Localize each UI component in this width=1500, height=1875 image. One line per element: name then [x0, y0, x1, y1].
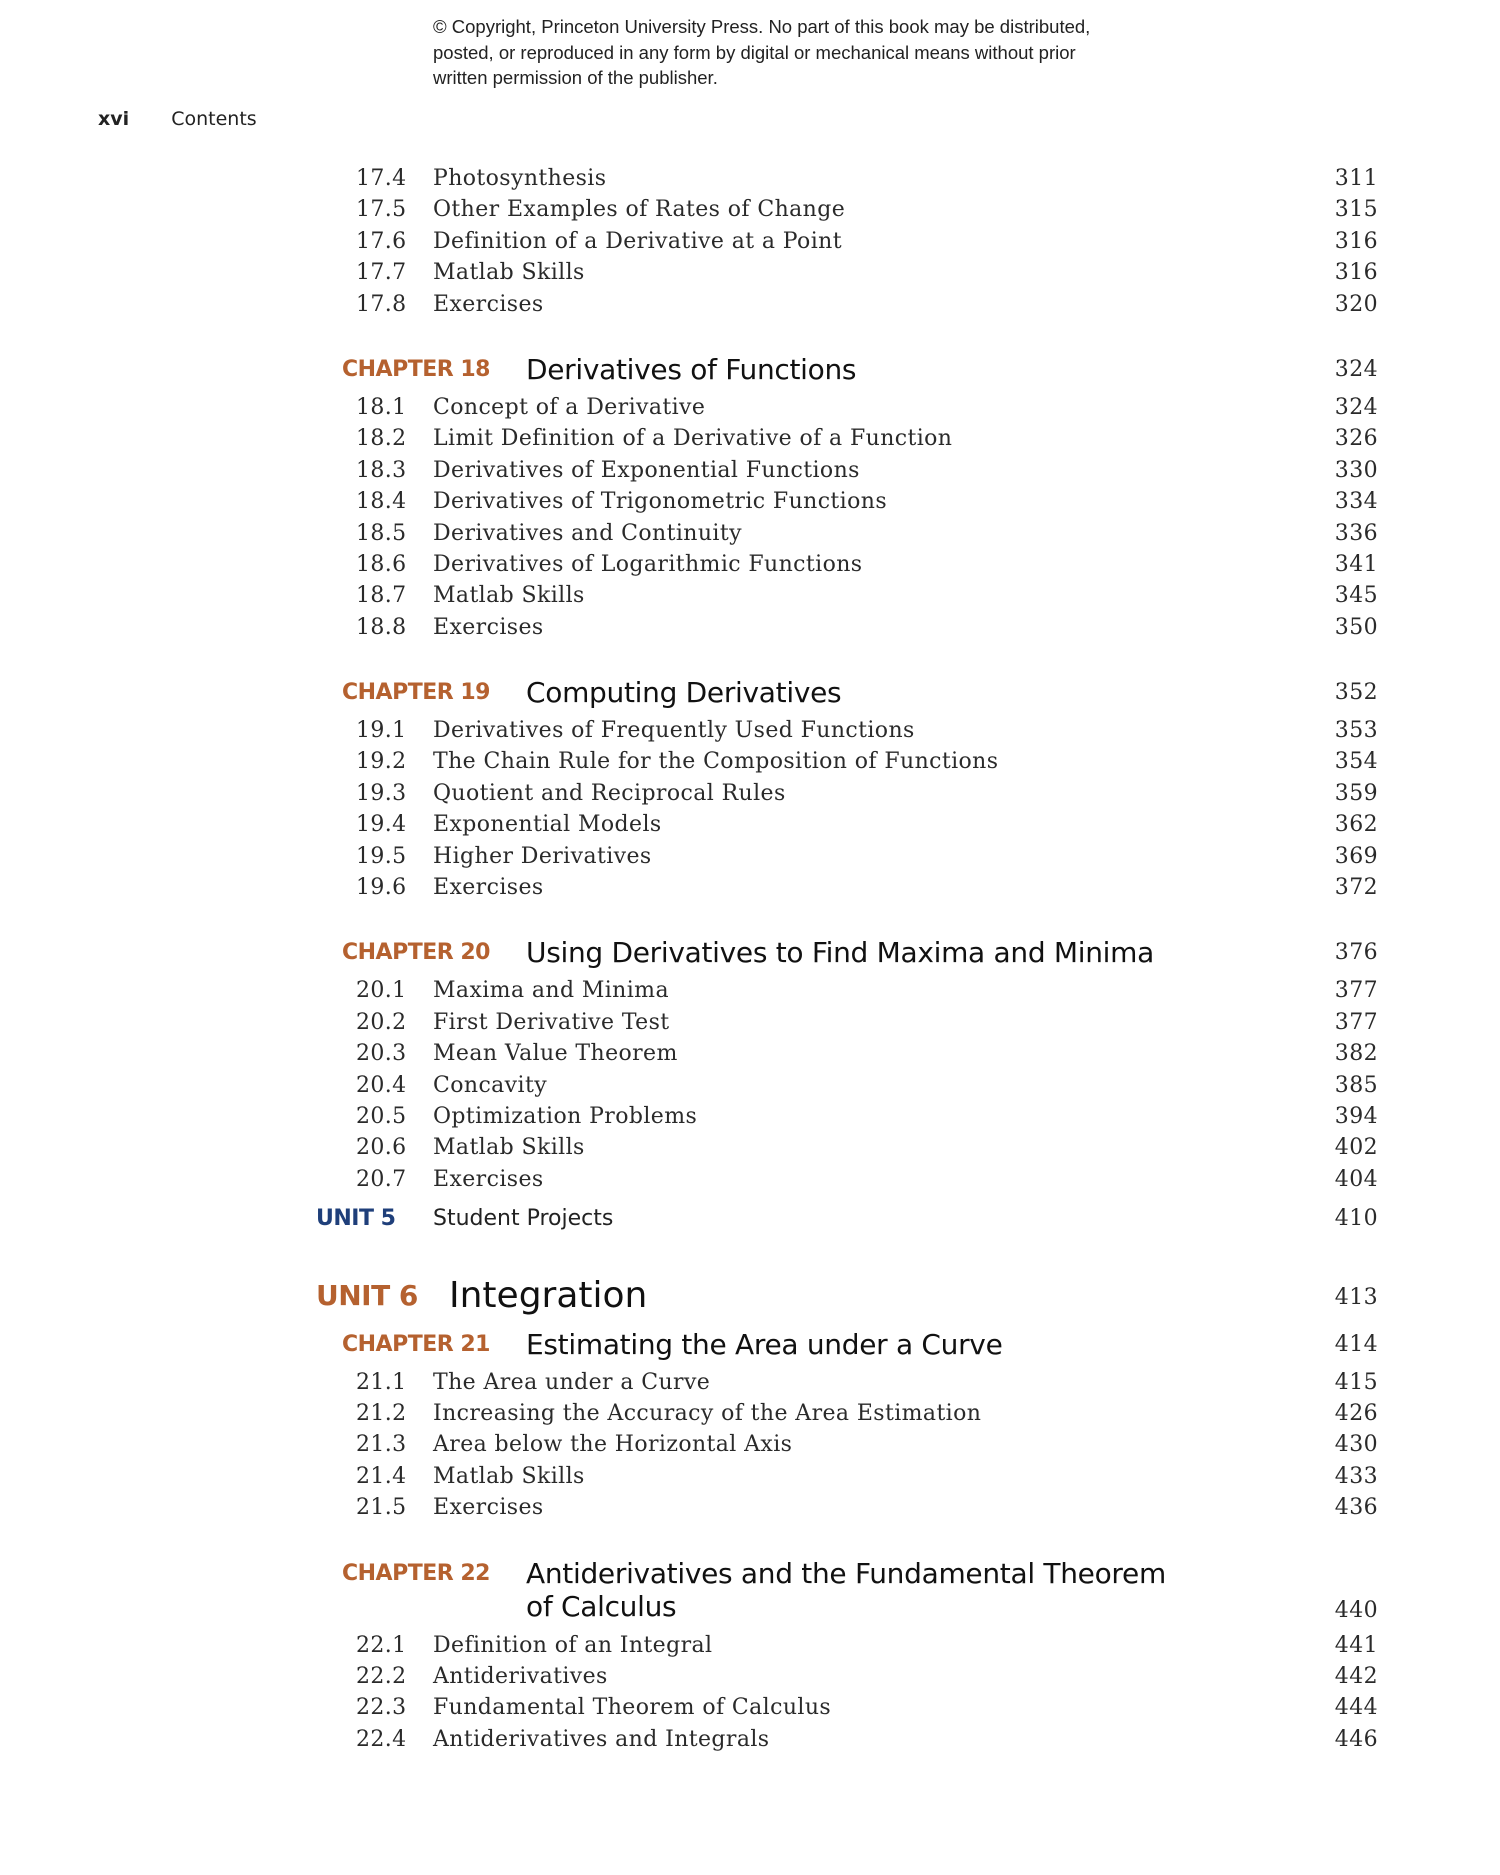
section-number: 22.4: [356, 1726, 407, 1752]
section-number: 17.5: [356, 197, 407, 223]
page-number: 402: [1334, 1135, 1378, 1161]
section-title: Increasing the Accuracy of the Area Estimation: [433, 1400, 982, 1426]
page-number: 377: [1334, 978, 1378, 1004]
section-title: Other Examples of Rates of Change: [433, 197, 846, 223]
toc-section-entry[interactable]: [0, 580, 1500, 611]
page-number: 377: [1334, 1009, 1378, 1035]
section-title: Antiderivatives: [433, 1663, 608, 1689]
toc-section-entry[interactable]: [0, 1692, 1500, 1723]
section-title: Derivatives of Trigonometric Functions: [433, 489, 888, 515]
section-number: 20.4: [356, 1072, 407, 1098]
section-number: 19.2: [356, 749, 407, 775]
page-number: 324: [1334, 356, 1378, 382]
section-number: 18.1: [356, 394, 407, 420]
page-number: 354: [1334, 749, 1378, 775]
page-number: 426: [1334, 1400, 1378, 1426]
page-number: 341: [1334, 551, 1378, 577]
page-number: 336: [1334, 520, 1378, 546]
section-title: Optimization Problems: [433, 1103, 698, 1129]
page-number: 353: [1334, 718, 1378, 744]
section-title: Limit Definition of a Derivative of a Function: [433, 426, 953, 452]
section-number: 19.4: [356, 812, 407, 838]
section-title: Exercises: [433, 1166, 544, 1192]
section-title: Higher Derivatives: [433, 843, 652, 869]
page-number: 320: [1334, 291, 1378, 317]
section-title: Exponential Models: [433, 812, 662, 838]
section-number: 22.3: [356, 1695, 407, 1721]
toc-section-entry[interactable]: [0, 746, 1500, 777]
chapter-title: Estimating the Area under a Curve: [526, 1327, 1003, 1361]
page-number: 440: [1334, 1597, 1378, 1623]
section-number: 19.6: [356, 875, 407, 901]
section-title: Exercises: [433, 291, 544, 317]
toc-section-entry[interactable]: [0, 392, 1500, 423]
section-title: Quotient and Reciprocal Rules: [433, 780, 786, 806]
page-number: 441: [1334, 1632, 1378, 1658]
section-title: Definition of a Derivative at a Point: [433, 228, 842, 254]
page-number: 372: [1334, 875, 1378, 901]
page-number: 382: [1334, 1041, 1378, 1067]
section-title: Exercises: [433, 614, 544, 640]
toc-unit-entry[interactable]: [0, 1271, 1500, 1321]
page-number: 326: [1334, 426, 1378, 452]
section-number: 18.5: [356, 520, 407, 546]
page-number: 345: [1334, 583, 1378, 609]
toc-chapter-entry[interactable]: [0, 671, 1500, 715]
section-title: Fundamental Theorem of Calculus: [433, 1695, 832, 1721]
page-number: 330: [1334, 457, 1378, 483]
chapter-title: Computing Derivatives: [526, 676, 842, 710]
page-number: 415: [1334, 1369, 1378, 1395]
section-title: Definition of an Integral: [433, 1632, 713, 1658]
section-title: Matlab Skills: [433, 1463, 585, 1489]
page-number: 444: [1334, 1695, 1378, 1721]
toc-section-entry[interactable]: [0, 486, 1500, 517]
chapter-title-line: Antiderivatives and the Fundamental Theorem: [526, 1556, 1166, 1590]
toc-section-entry[interactable]: [0, 1070, 1500, 1101]
section-number: 21.2: [356, 1400, 407, 1426]
page-number: 404: [1334, 1166, 1378, 1192]
section-number: 20.5: [356, 1103, 407, 1129]
page-number: 350: [1334, 614, 1378, 640]
section-title: The Area under a Curve: [433, 1369, 711, 1395]
unit-label: UNIT 6: [316, 1278, 418, 1312]
page-number: 369: [1334, 843, 1378, 869]
toc-chapter-entry[interactable]: [0, 1323, 1500, 1367]
section-number: 20.2: [356, 1009, 407, 1035]
toc-section-entry[interactable]: [0, 518, 1500, 549]
chapter-label: CHAPTER 19: [342, 680, 490, 706]
section-title: Derivatives and Continuity: [433, 520, 742, 546]
section-number: 17.8: [356, 291, 407, 317]
section-number: 17.4: [356, 166, 407, 191]
page-number: 376: [1334, 940, 1378, 966]
section-title: Mean Value Theorem: [433, 1041, 678, 1067]
unit-label: UNIT 5: [316, 1206, 396, 1232]
section-title: Derivatives of Exponential Functions: [433, 457, 860, 483]
toc-section-entry[interactable]: [0, 1398, 1500, 1429]
section-title: Matlab Skills: [433, 1135, 585, 1161]
unit-title: Student Projects: [433, 1206, 614, 1232]
section-number: 20.3: [356, 1041, 407, 1067]
section-number: 18.7: [356, 583, 407, 609]
section-title: The Chain Rule for the Composition of Functions: [433, 749, 999, 775]
section-number: 21.5: [356, 1495, 407, 1521]
page-number: 414: [1334, 1331, 1378, 1357]
page-number: 413: [1334, 1284, 1378, 1310]
toc-section-entry[interactable]: [0, 194, 1500, 225]
toc-chapter-entry[interactable]: [0, 348, 1500, 392]
chapter-label: CHAPTER 21: [342, 1331, 490, 1357]
chapter-title: Derivatives of Functions: [526, 352, 857, 386]
page-number: 316: [1334, 260, 1378, 286]
page-number: 446: [1334, 1726, 1378, 1752]
page-number: 442: [1334, 1663, 1378, 1689]
section-number: 18.8: [356, 614, 407, 640]
toc-section-entry[interactable]: [0, 423, 1500, 454]
section-title: Concavity: [433, 1072, 548, 1098]
toc-section-entry[interactable]: [0, 1724, 1500, 1755]
section-number: 21.4: [356, 1463, 407, 1489]
page-number: 436: [1334, 1495, 1378, 1521]
page-number: 352: [1334, 680, 1378, 706]
toc-section-entry[interactable]: [0, 975, 1500, 1006]
chapter-title-line: of Calculus: [526, 1590, 677, 1624]
toc-section-entry[interactable]: [0, 809, 1500, 840]
section-number: 21.3: [356, 1432, 407, 1458]
toc-section-entry[interactable]: [0, 1132, 1500, 1163]
section-title: Derivatives of Frequently Used Functions: [433, 718, 915, 744]
section-number: 21.1: [356, 1369, 407, 1395]
page-number: 394: [1334, 1103, 1378, 1129]
table-of-contents: [0, 163, 1500, 1755]
toc-section-entry[interactable]: [0, 1492, 1500, 1523]
section-number: 18.4: [356, 489, 407, 515]
page-number: 359: [1334, 780, 1378, 806]
section-title: Concept of a Derivative: [433, 394, 706, 420]
page-number: 324: [1334, 394, 1378, 420]
page-number: 385: [1334, 1072, 1378, 1098]
running-head-title: Contents: [171, 108, 257, 130]
page-number: 433: [1334, 1463, 1378, 1489]
page-number: 311: [1334, 166, 1378, 191]
section-title: Matlab Skills: [433, 583, 585, 609]
toc-section-entry[interactable]: [0, 226, 1500, 257]
section-number: 19.1: [356, 718, 407, 744]
page-number: 430: [1334, 1432, 1378, 1458]
toc-chapter-entry[interactable]: [0, 1552, 1500, 1630]
toc-section-entry[interactable]: [0, 1164, 1500, 1195]
section-title: Antiderivatives and Integrals: [433, 1726, 770, 1752]
copyright-notice: © Copyright, Princeton University Press. No part of this book may be distributed, posted, or reproduced in any form by digital or mechanical means without prior written permission of the publisher.: [433, 16, 1091, 88]
chapter-title: Using Derivatives to Find Maxima and Minima: [526, 936, 1154, 970]
section-title: Maxima and Minima: [433, 978, 669, 1004]
unit-title: Integration: [449, 1274, 648, 1316]
section-title: Exercises: [433, 1495, 544, 1521]
section-number: 17.6: [356, 228, 407, 254]
section-title: Area below the Horizontal Axis: [433, 1432, 793, 1458]
page-folio: xvi: [98, 108, 130, 130]
toc-section-entry[interactable]: [0, 1367, 1500, 1398]
section-number: 19.3: [356, 780, 407, 806]
toc-section-entry[interactable]: [0, 841, 1500, 872]
toc-section-entry[interactable]: [0, 715, 1500, 746]
toc-section-entry[interactable]: [0, 257, 1500, 288]
section-number: 17.7: [356, 260, 407, 286]
page-number: 362: [1334, 812, 1378, 838]
running-head: [98, 108, 257, 130]
toc-section-entry[interactable]: [0, 1630, 1500, 1661]
section-title: Matlab Skills: [433, 260, 585, 286]
section-number: 20.1: [356, 978, 407, 1004]
toc-unit-entry[interactable]: [0, 1203, 1500, 1234]
toc-section-entry[interactable]: [0, 612, 1500, 643]
chapter-label: CHAPTER 18: [342, 356, 490, 382]
page-number: 410: [1334, 1206, 1378, 1232]
toc-section-entry[interactable]: [0, 1038, 1500, 1069]
page-number: 316: [1334, 228, 1378, 254]
chapter-label: CHAPTER 22: [342, 1560, 490, 1586]
toc-section-entry[interactable]: [0, 1429, 1500, 1460]
toc-section-entry[interactable]: [0, 1007, 1500, 1038]
section-number: 22.1: [356, 1632, 407, 1658]
chapter-label: CHAPTER 20: [342, 940, 490, 966]
toc-section-entry[interactable]: [0, 455, 1500, 486]
toc-section-entry[interactable]: [0, 1101, 1500, 1132]
toc-section-entry[interactable]: [0, 163, 1500, 194]
toc-chapter-entry[interactable]: [0, 931, 1500, 975]
toc-section-entry[interactable]: [0, 1461, 1500, 1492]
section-number: 20.6: [356, 1135, 407, 1161]
section-number: 22.2: [356, 1663, 407, 1689]
section-number: 20.7: [356, 1166, 407, 1192]
toc-section-entry[interactable]: [0, 872, 1500, 903]
section-title: Exercises: [433, 875, 544, 901]
toc-section-entry[interactable]: [0, 289, 1500, 320]
section-number: 18.3: [356, 457, 407, 483]
page-number: 334: [1334, 489, 1378, 515]
section-title: First Derivative Test: [433, 1009, 670, 1035]
section-title: Photosynthesis: [433, 166, 607, 191]
chapter-title: [526, 1557, 1166, 1624]
section-number: 18.2: [356, 426, 407, 452]
toc-section-entry[interactable]: [0, 778, 1500, 809]
toc-section-entry[interactable]: [0, 549, 1500, 580]
section-title: Derivatives of Logarithmic Functions: [433, 551, 863, 577]
section-number: 18.6: [356, 551, 407, 577]
page-number: 315: [1334, 197, 1378, 223]
toc-section-entry[interactable]: [0, 1661, 1500, 1692]
section-number: 19.5: [356, 843, 407, 869]
